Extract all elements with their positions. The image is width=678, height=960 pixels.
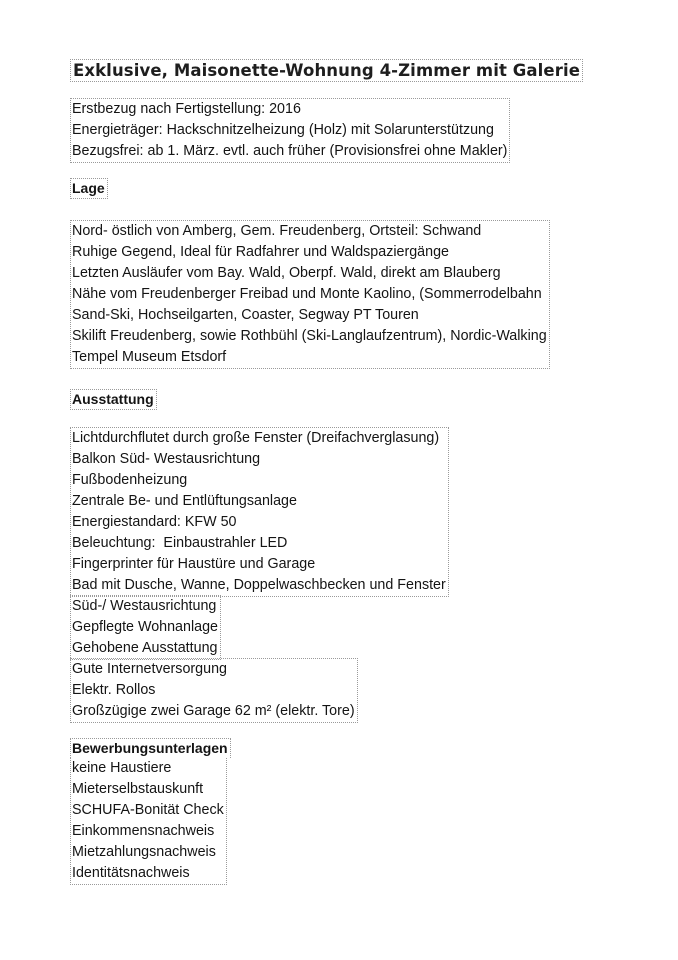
intro-line: Bezugsfrei: ab 1. März. evtl. auch früher (Provisionsfrei ohne Makler) [72, 143, 508, 159]
ausstattung-line: Fingerprinter für Haustüre und Garage [72, 556, 316, 572]
lage-block [70, 220, 550, 369]
lage-line: Nord- östlich von Amberg, Gem. Freudenberg, Ortsteil: Schwand [72, 223, 482, 239]
bewerbung-line: SCHUFA-Bonität Check [72, 802, 224, 818]
bewerbung-block [70, 758, 227, 885]
ausstattung-line: Lichtdurchflutet durch große Fenster (Dreifachverglasung) [72, 430, 440, 446]
lage-line: Nähe vom Freudenberger Freibad und Monte Kaolino, (Sommerrodelbahn [72, 286, 542, 302]
ausstattung-line: Elektr. Rollos [72, 682, 156, 698]
intro-block [70, 98, 510, 163]
intro-line: Erstbezug nach Fertigstellung: 2016 [72, 101, 301, 117]
bewerbung-line: Mieterselbstauskunft [72, 781, 204, 797]
ausstattung-line: Süd-/ Westausrichtung [72, 598, 217, 614]
bewerbung-line: Einkommensnachweis [72, 823, 215, 839]
lage-line: Ruhige Gegend, Ideal für Radfahrer und Waldspaziergänge [72, 244, 449, 260]
ausstattung-line: Gehobene Ausstattung [72, 640, 218, 656]
ausstattung-block-1 [70, 427, 449, 597]
ausstattung-line: Bad mit Dusche, Wanne, Doppelwaschbecken und Fenster [72, 577, 446, 593]
ausstattung-line: Gepflegte Wohnanlage [72, 619, 218, 635]
ausstattung-line: Zentrale Be- und Entlüftungsanlage [72, 493, 297, 509]
document-title: Exklusive, Maisonette-Wohnung 4-Zimmer mit Galerie [73, 61, 580, 80]
ausstattung-line: Fußbodenheizung [72, 472, 188, 488]
bewerbung-line: keine Haustiere [72, 760, 172, 776]
ausstattung-block-3 [70, 658, 358, 723]
bewerbung-line: Identitätsnachweis [72, 865, 190, 881]
section-heading-lage: Lage [70, 178, 108, 199]
ausstattung-line: Beleuchtung: Einbaustrahler LED [72, 535, 288, 551]
ausstattung-line: Großzügige zwei Garage 62 m² (elektr. Tore) [72, 703, 355, 719]
ausstattung-line: Balkon Süd- Westausrichtung [72, 451, 261, 467]
lage-line: Skilift Freudenberg, sowie Rothbühl (Ski-Langlaufzentrum), Nordic-Walking [72, 328, 547, 344]
intro-line: Energieträger: Hackschnitzelheizung (Holz) mit Solarunterstützung [72, 122, 494, 138]
section-heading-bewerbungsunterlagen: Bewerbungsunterlagen [70, 738, 231, 758]
lage-line: Letzten Ausläufer vom Bay. Wald, Oberpf. Wald, direkt am Blauberg [72, 265, 501, 281]
section-heading-ausstattung: Ausstattung [70, 389, 157, 410]
bewerbung-line: Mietzahlungsnachweis [72, 844, 216, 860]
ausstattung-block-2 [70, 595, 221, 660]
lage-line: Sand-Ski, Hochseilgarten, Coaster, Segway PT Touren [72, 307, 419, 323]
ausstattung-line: Energiestandard: KFW 50 [72, 514, 237, 530]
lage-line: Tempel Museum Etsdorf [72, 349, 227, 365]
ausstattung-line: Gute Internetversorgung [72, 661, 227, 677]
